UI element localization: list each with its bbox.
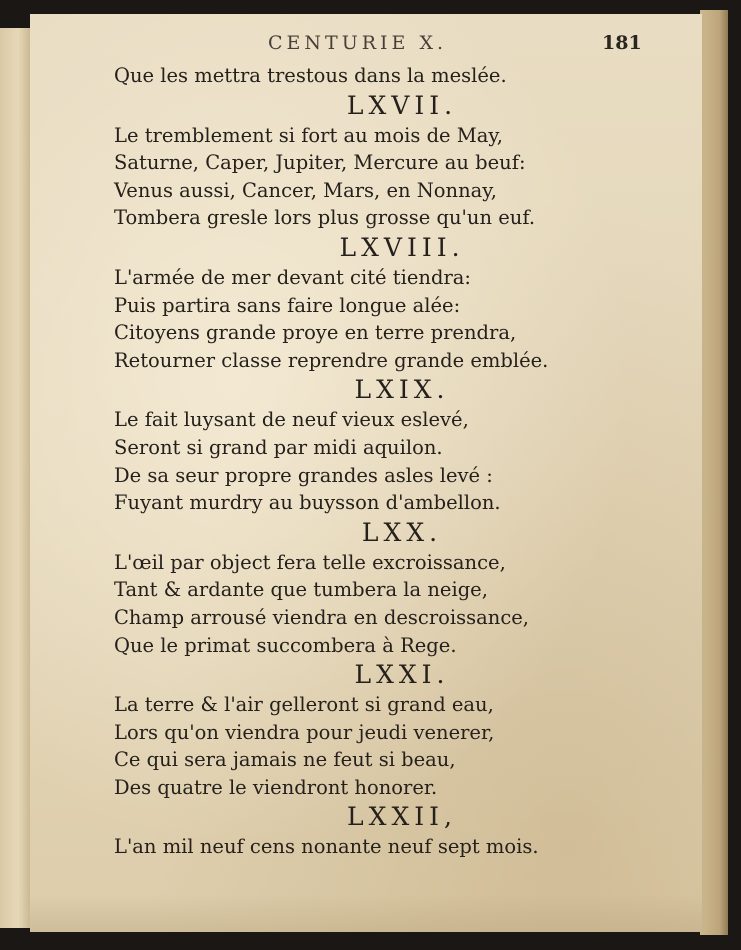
verse-line: Retourner classe reprendre grande emblée. xyxy=(114,348,549,372)
verse-line: Citoyens grande proye en terre prendra, xyxy=(114,321,517,345)
verse-line: Fuyant murdry au buysson d'ambellon. xyxy=(114,491,501,515)
verse-line: Tant & ardante que tumbera la neige, xyxy=(114,578,488,602)
verse-line: Que le primat succombera à Rege. xyxy=(114,633,457,657)
verse-line: L'an mil neuf cens nonante neuf sept mois. xyxy=(114,835,539,859)
quatrain-numeral: LXVII. xyxy=(346,90,458,120)
verse-line: Venus aussi, Cancer, Mars, en Nonnay, xyxy=(114,178,497,202)
quatrain-numeral: LXXII, xyxy=(347,802,457,832)
verse-line: Seront si grand par midi aquilon. xyxy=(114,435,443,459)
page-number: 181 xyxy=(602,32,642,54)
quatrain-numeral: LXX. xyxy=(361,517,443,547)
verse-line: Des quatre le viendront honorer. xyxy=(114,775,438,799)
verse-line: L'œil par object fera telle excroissance, xyxy=(114,550,506,574)
verse-line: Saturne, Caper, Jupiter, Mercure au beuf: xyxy=(114,151,526,175)
book-page xyxy=(30,14,704,932)
verse-line: La terre & l'air gelleront si grand eau, xyxy=(114,693,494,717)
verse-text xyxy=(114,62,674,861)
verse-line: Tombera gresle lors plus grosse qu'un euf. xyxy=(114,206,536,230)
verse-line: De sa seur propre grandes asles levé : xyxy=(114,463,493,487)
opening-line: Que les mettra trestous dans la meslée. xyxy=(114,64,507,87)
page-header xyxy=(30,32,702,56)
verse-line: Puis partira sans faire longue alée: xyxy=(114,293,461,317)
quatrain-70 xyxy=(114,517,674,659)
facing-page-edge xyxy=(0,28,31,928)
verse-line: L'armée de mer devant cité tiendra: xyxy=(114,265,471,289)
quatrain-72 xyxy=(114,801,674,861)
quatrain-69 xyxy=(114,374,674,516)
quatrain-71 xyxy=(114,659,674,801)
verse-line: Le fait luysant de neuf vieux eslevé, xyxy=(114,408,469,432)
quatrain-67 xyxy=(114,90,674,232)
verse-line: Lors qu'on viendra pour jeudi venerer, xyxy=(114,720,495,744)
verse-line: Ce qui sera jamais ne feut si beau, xyxy=(114,748,456,772)
quatrain-numeral: LXXI. xyxy=(354,660,450,690)
quatrain-numeral: LXIX. xyxy=(354,375,450,405)
quatrain-68 xyxy=(114,232,674,374)
quatrain-numeral: LXVIII. xyxy=(339,232,465,262)
page-stack-edge xyxy=(700,10,728,935)
verse-line: Le tremblement si fort au mois de May, xyxy=(114,123,504,147)
running-head: CENTURIE X. xyxy=(268,32,448,54)
page-bottom-shading xyxy=(30,894,702,932)
verse-line: Champ arrousé viendra en descroissance, xyxy=(114,605,529,629)
